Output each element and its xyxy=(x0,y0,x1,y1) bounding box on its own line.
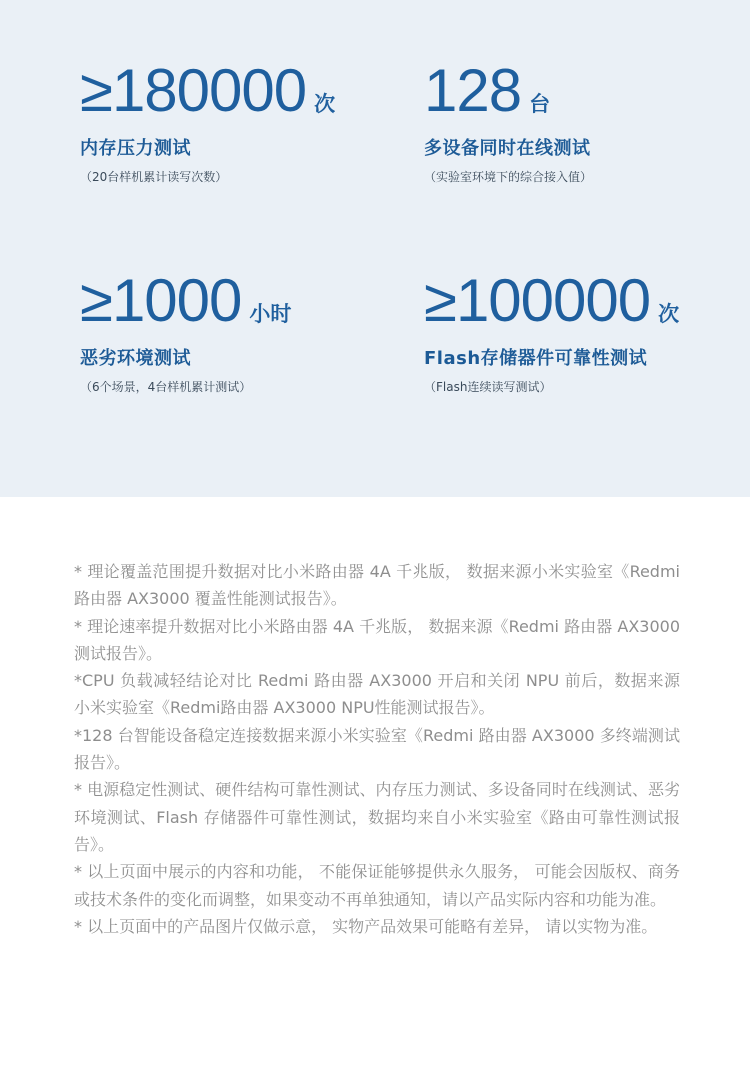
stat-value: 180000 xyxy=(111,57,307,124)
stat-prefix: ≥ xyxy=(424,267,456,334)
stat-memory-stress xyxy=(80,57,420,185)
stat-figure xyxy=(424,267,750,334)
stat-subtitle: （20台样机累计读写次数） xyxy=(80,170,228,184)
footnote: * 理论覆盖范围提升数据对比小米路由器 4A 千兆版， 数据来源小米实验室《Redmi 路由器 AX3000 覆盖性能测试报告》。 xyxy=(74,562,680,609)
footnote: * 理论速率提升数据对比小米路由器 4A 千兆版， 数据来源《Redmi 路由器 AX3000 测试报告》。 xyxy=(74,616,680,663)
stat-value: 128 xyxy=(424,57,522,124)
stat-figure xyxy=(80,267,420,334)
stat-multi-device xyxy=(424,57,750,185)
stat-title: Flash存储器件可靠性测试 xyxy=(424,348,648,369)
stat-unit: 次 xyxy=(658,302,680,326)
stats-panel xyxy=(0,0,750,497)
stat-subtitle: （实验室环境下的综合接入值） xyxy=(424,170,593,184)
stat-flash-reliability xyxy=(424,267,750,395)
stat-prefix: ≥ xyxy=(80,57,112,124)
stat-value: 100000 xyxy=(455,267,651,334)
stat-unit: 小时 xyxy=(249,302,292,326)
footnote: *CPU 负载减轻结论对比 Redmi 路由器 AX3000 开启和关闭 NPU 前后，数据来源小米实验室《Redmi路由器 AX3000 NPU性能测试报告》。 xyxy=(74,671,680,718)
footnote: * 以上页面中展示的内容和功能， 不能保证能够提供永久服务， 可能会因版权、商务或技术条件的变化而调整，如果变动不再单独通知，请以产品实际内容和功能为准。 xyxy=(74,862,680,909)
stat-title: 内存压力测试 xyxy=(80,138,191,159)
footnote: * 以上页面中的产品图片仅做示意， 实物产品效果可能略有差异， 请以实物为准。 xyxy=(74,916,658,936)
stat-unit: 次 xyxy=(314,92,336,116)
stat-value: 1000 xyxy=(111,267,242,334)
stat-unit: 台 xyxy=(529,92,551,116)
stat-figure xyxy=(80,57,420,124)
footnote: * 电源稳定性测试、硬件结构可靠性测试、内存压力测试、多设备同时在线测试、恶劣环境测试、Flash 存储器件可靠性测试，数据均来自小米实验室《路由可靠性测试报告》。 xyxy=(74,780,680,854)
stat-subtitle: （Flash连续读写测试） xyxy=(424,380,552,394)
stat-subtitle: （6个场景，4台样机累计测试） xyxy=(80,380,252,394)
stat-title: 恶劣环境测试 xyxy=(80,348,191,369)
stat-title: 多设备同时在线测试 xyxy=(424,138,591,159)
stat-prefix: ≥ xyxy=(80,267,112,334)
stat-figure xyxy=(424,57,750,124)
footnote: *128 台智能设备稳定连接数据来源小米实验室《Redmi 路由器 AX3000 多终端测试报告》。 xyxy=(74,725,680,773)
footnotes xyxy=(74,558,680,940)
stat-harsh-environment xyxy=(80,267,420,395)
